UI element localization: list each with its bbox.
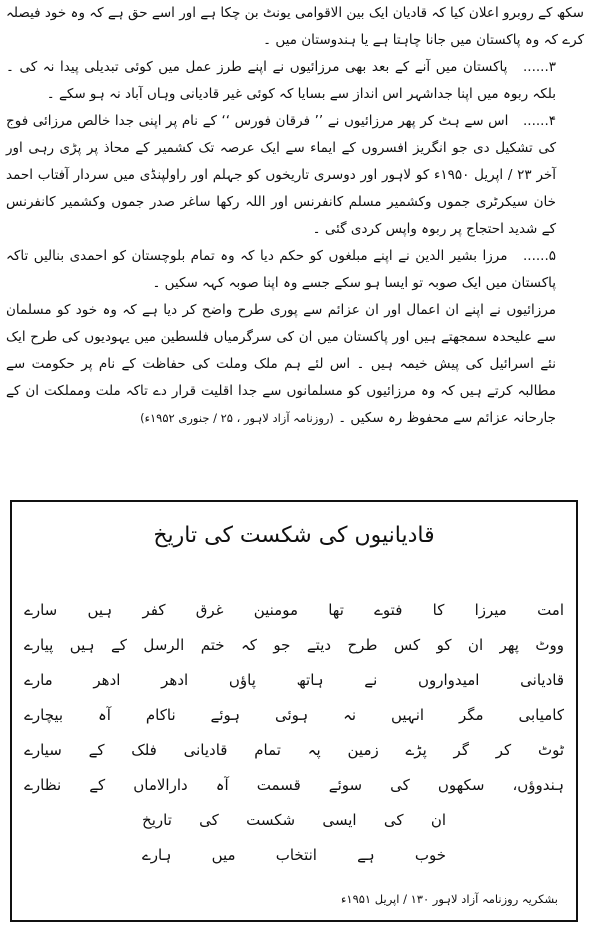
verse-word: ہے	[357, 846, 375, 864]
verse-word: کا	[432, 601, 445, 619]
poem-verse	[142, 804, 446, 836]
verse-word: دیتے	[306, 636, 332, 654]
verse-word: پاؤں	[228, 671, 256, 689]
verse-word: تاریخ	[142, 811, 172, 829]
verse-word: سارے	[24, 601, 58, 619]
verse-word: پڑے	[405, 741, 427, 759]
point-4-paragraph	[6, 108, 584, 243]
verse-word: امت	[537, 601, 564, 619]
verse-word: ووٹ	[535, 636, 564, 654]
verse-word: تمام	[254, 741, 281, 759]
point-3-number: ۳......	[522, 59, 556, 75]
verse-word: غرق	[195, 601, 224, 619]
verse-word: قادیانی	[183, 741, 228, 759]
poem-verse	[24, 594, 564, 626]
verse-word: امیدواروں	[417, 671, 480, 689]
verse-word: ناکام	[145, 706, 176, 724]
verse-word: پہ	[307, 741, 321, 759]
poem-verse	[24, 734, 564, 766]
verse-word: زمین	[347, 741, 379, 759]
poem-verse	[142, 839, 446, 871]
verse-word: ہیں	[87, 601, 113, 619]
verse-word: کے	[89, 776, 106, 794]
point-4-number: ۴......	[522, 113, 556, 129]
verse-word: نہ	[343, 706, 357, 724]
verse-word: خوب	[414, 846, 446, 864]
verse-word: ہیں	[69, 636, 95, 654]
closing-text: مرزائیوں نے اپنے ان اعمال اور ان عزائم سے پوری طرح واضح کر دیا ہے کہ وہ خود کو مسلمان سے علیحدہ سمجھتے ہیں اور پاکستان میں ان کی سرگرمیاں فلسطین میں یہودیوں کی طرح ایک نئے اسرائیل کی پیش خیمہ ہیں ۔ اس لئے ہم ملک وملت کی حفاظت کے نام پر حکومت سے مطالبہ کرتے ہیں کہ وہ مرزائیوں کو مسلمانوں سے جدا اقلیت قرار دے تاکہ ملت ومملکت ان کے جارحانہ عزائم سے محفوظ رہ سکیں ۔	[6, 302, 556, 426]
verse-word: شکست	[246, 811, 296, 829]
point-5-text: مرزا بشیر الدین نے اپنے مبلغوں کو حکم دیا کہ وہ تمام بلوچستان کو احمدی بنالیں تاکہ پاکستان میں ایک صوبہ تو ایسا ہو سکے جسے وہ اپنا صوبہ کہہ سکیں ۔	[6, 248, 556, 291]
point-4-text: اس سے ہٹ کر پھر مرزائیوں نے ’’ فرقان فورس ‘‘ کے نام پر اپنی جدا خالص مرزائی فوج کی تشکیل دی جو انگریز افسروں کے ایماء سے ایک عرصہ تک کشمیر کے محاذ پر پڑی رہی اور آخر ۲۳ / اپریل ۱۹۵۰ء کو لاہور اور دوسری تاریخوں کو جہلم اور راولپنڈی میں سردار آفتاب احمد خان سیکرٹری جموں وکشمیر مسلم کانفرنس اور اللہ رکھا ساغر صدر جموں وکشمیر کانفرنس کے شدید احتجاج پر ربوہ واپس کردی گئی ۔	[6, 113, 556, 237]
verse-word: ٹوٹ	[537, 741, 564, 759]
verse-word: دارالاماں	[133, 776, 188, 794]
verse-word: ادھر	[161, 671, 189, 689]
verse-word: کہ	[241, 636, 257, 654]
verse-word: آہ	[98, 706, 111, 724]
verse-word: کامیابی	[518, 706, 564, 724]
verse-word: انہیں	[390, 706, 425, 724]
verse-word: ایسی	[322, 811, 357, 829]
verse-word: کفر	[142, 601, 166, 619]
verse-word: مارے	[24, 671, 53, 689]
verse-word: میرزا	[474, 601, 507, 619]
verse-word: کی	[199, 811, 219, 829]
point-5-number: ۵......	[522, 248, 556, 264]
verse-word: الرسل	[143, 636, 185, 654]
poem-verse	[24, 664, 564, 696]
verse-word: طرح	[347, 636, 378, 654]
verse-word: ہوئی	[274, 706, 309, 724]
verse-word: گر	[453, 741, 469, 759]
poem-source: بشکریہ روزنامہ آزاد لاہور ۱۳۰ / اپریل ۱۹۵۱ء	[340, 892, 558, 906]
verse-word: ان	[467, 636, 484, 654]
verse-word: جو	[273, 636, 291, 654]
verse-word: ہاتھ	[296, 671, 324, 689]
article-body	[6, 0, 584, 432]
verse-word: آہ	[215, 776, 229, 794]
verse-word: کی	[390, 776, 410, 794]
verse-word: پھر	[499, 636, 519, 654]
verse-word: نے	[364, 671, 378, 689]
verse-word: فلک	[131, 741, 157, 759]
verse-word: قسمت	[256, 776, 301, 794]
verse-word: فتوے	[374, 601, 403, 619]
point-5-paragraph	[6, 243, 584, 297]
closing-paragraph	[6, 297, 584, 432]
poem-verse	[24, 629, 564, 661]
poem-box	[10, 500, 578, 922]
poem-verse	[24, 699, 564, 731]
verse-word: کر	[495, 741, 512, 759]
verse-word: ادھر	[93, 671, 121, 689]
verse-word: ہندوؤں،	[512, 776, 564, 794]
verse-word: ہارے	[142, 846, 172, 864]
verse-word: انتخاب	[275, 846, 317, 864]
poem-title: قادیانیوں کی شکست کی تاریخ	[153, 523, 435, 548]
verse-word: بیچارے	[24, 706, 64, 724]
poem-verse	[24, 769, 564, 801]
verse-word: نظارے	[24, 776, 62, 794]
verse-word: ان	[430, 811, 446, 829]
point-3-paragraph	[6, 54, 584, 108]
verse-word: سوئے	[328, 776, 363, 794]
intro-paragraph: سکھ کے روبرو اعلان کیا کہ قادیان ایک بین الاقوامی یونٹ بن چکا ہے اور اسے حق ہے کہ وہ خود فیصلہ کرے کہ وہ پاکستان میں جانا چاہتا ہے یا ہندوستان میں ۔	[6, 5, 584, 48]
verse-word: سیارے	[24, 741, 62, 759]
verse-word: قادیانی	[520, 671, 564, 689]
verse-word: ختم	[200, 636, 225, 654]
verse-word: کس	[393, 636, 421, 654]
verse-word: کے	[110, 636, 127, 654]
citation: (روزنامہ آزاد لاہور ، ۲۵ / جنوری ۱۹۵۲ء)	[140, 411, 334, 425]
verse-word: ہوئے	[210, 706, 241, 724]
verse-word: سکھوں	[437, 776, 485, 794]
verse-word: پیارے	[24, 636, 54, 654]
verse-word: تھا	[328, 601, 344, 619]
verse-word: مگر	[458, 706, 484, 724]
verse-word: کی	[383, 811, 404, 829]
point-3-text: پاکستان میں آنے کے بعد بھی مرزائیوں نے اپنے طرز عمل میں کوئی تبدیلی پیدا نہ کی ۔ بلکہ ربوہ میں اپنا جداشہر اس انداز سے بسایا کہ کوئی غیر قادیانی وہاں آباد نہ ہو سکے ۔	[6, 59, 556, 102]
verse-word: کو	[436, 636, 452, 654]
verse-word: میں	[211, 846, 236, 864]
verse-word: مومنین	[253, 601, 298, 619]
verse-word: کے	[88, 741, 105, 759]
